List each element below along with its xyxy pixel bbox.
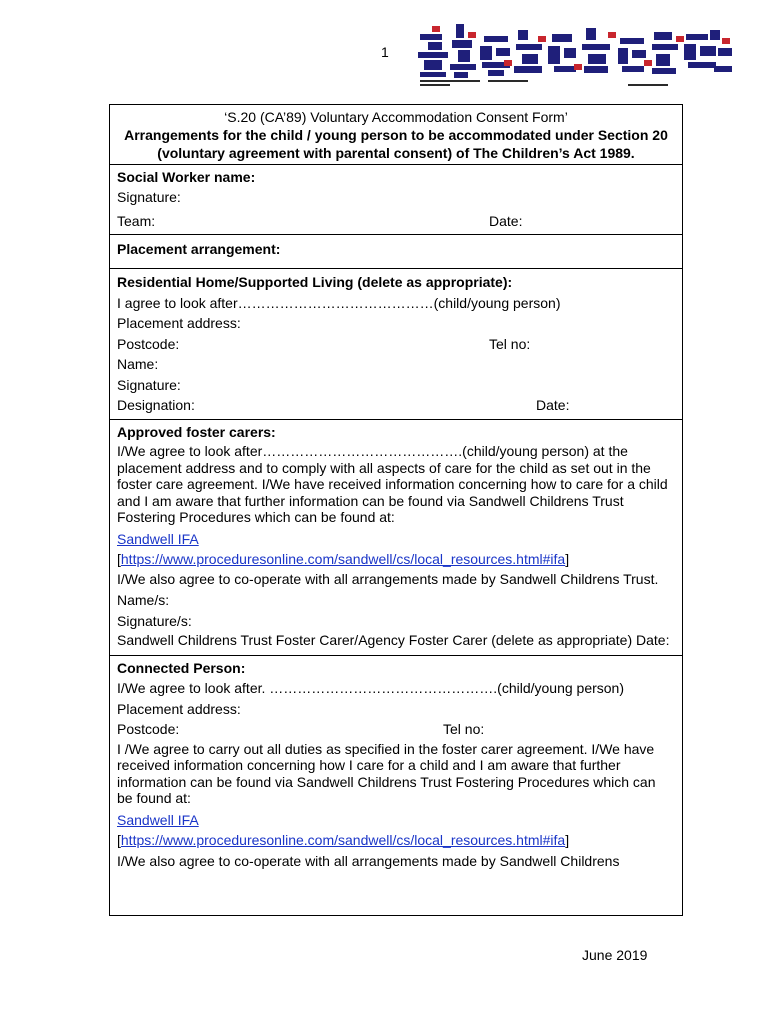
team-row — [117, 211, 682, 232]
footer-date: June 2019 — [582, 947, 648, 963]
connected-postcode-label: Postcode: — [117, 721, 180, 737]
page-number: 1 — [381, 44, 389, 60]
connected-link-row — [117, 810, 682, 831]
consent-form — [109, 104, 683, 916]
residential-date-label: Date: — [536, 397, 570, 413]
connected-agree: I/We agree to look after. ………………………………………….(child/young person) — [117, 680, 625, 696]
residential-heading: Residential Home/Supported Living (delete as appropriate): — [117, 274, 513, 290]
team-label: Team: — [117, 212, 156, 229]
connected-postcode-row — [117, 719, 682, 740]
form-header — [110, 105, 682, 165]
foster-heading: Approved foster carers: — [117, 423, 276, 440]
form-subtitle: Arrangements for the child / young person to be accommodated under Section 20 (voluntary agreement with parental consent) of The Children’s Act 1989. — [124, 127, 668, 161]
connected-cooperate: I/We also agree to co-operate with all arrangements made by Sandwell Childrens — [117, 852, 620, 869]
foster-url-link[interactable]: https://www.proceduresonline.com/sandwell/cs/local_resources.html#ifa — [120, 551, 566, 567]
residential-signature-label: Signature: — [117, 376, 181, 393]
foster-sandwell-ifa-link[interactable]: Sandwell IFA — [117, 530, 199, 547]
foster-carer-type: Sandwell Childrens Trust Foster Carer/Agency Foster Carer (delete as appropriate) Date: — [117, 632, 670, 648]
residential-designation-label: Designation: — [117, 397, 195, 413]
social-worker-heading: Social Worker name: — [117, 169, 256, 185]
social-worker-date-label: Date: — [489, 212, 523, 229]
connected-sandwell-ifa-link[interactable]: Sandwell IFA — [117, 811, 199, 828]
foster-url-close: ] — [565, 551, 570, 567]
residential-postcode-label: Postcode: — [117, 335, 180, 352]
foster-carers-section — [110, 420, 682, 656]
foster-paragraph: I/We agree to look after…………………………………….(child/young person) at the placement address and to comply with all aspects of care for the child as set out in the foster care agreement. I/We have received information concerning how to care for a child and I am aware that further information can be found via Sandwell Childrens Trust Fostering Procedures which can be found at: — [117, 443, 668, 525]
foster-url-open: [ — [117, 551, 121, 567]
connected-address-label: Placement address: — [117, 700, 241, 717]
residential-postcode-row — [117, 334, 682, 355]
residential-section — [110, 269, 682, 420]
social-worker-section — [110, 165, 682, 235]
foster-names-label: Name/s: — [117, 592, 170, 608]
residential-agree: I agree to look after……………………………………(child/young person) — [117, 294, 561, 311]
connected-url-row — [117, 830, 682, 851]
residential-address-label: Placement address: — [117, 315, 241, 331]
foster-cooperate: I/We also agree to co-operate with all arrangements made by Sandwell Childrens Trust. — [117, 570, 659, 587]
foster-signatures-label: Signature/s: — [117, 612, 192, 629]
foster-link-row — [117, 529, 682, 550]
connected-person-section — [110, 656, 682, 875]
residential-designation-row — [117, 395, 682, 416]
form-title: ‘S.20 (CA’89) Voluntary Accommodation Consent Form’ — [224, 109, 568, 125]
connected-url-close: ] — [565, 832, 570, 848]
organisation-logo — [418, 20, 734, 90]
placement-heading: Placement arrangement: — [117, 241, 281, 257]
placement-section — [110, 235, 682, 269]
connected-paragraph: I /We agree to carry out all duties as specified in the foster carer agreement. I/We have received information concerning how I care for a child and I am aware that further information can be found via Sandwell Childrens Trust Fostering Procedures which can be found at: — [117, 740, 656, 806]
social-worker-signature-label: Signature: — [117, 188, 181, 205]
connected-tel-label: Tel no: — [443, 721, 485, 737]
residential-name-label: Name: — [117, 356, 159, 372]
connected-url-link[interactable]: https://www.proceduresonline.com/sandwell/cs/local_resources.html#ifa — [120, 832, 566, 848]
foster-url-row — [117, 549, 682, 570]
connected-url-open: [ — [117, 832, 121, 848]
residential-tel-label: Tel no: — [489, 335, 531, 352]
connected-heading: Connected Person: — [117, 659, 246, 676]
